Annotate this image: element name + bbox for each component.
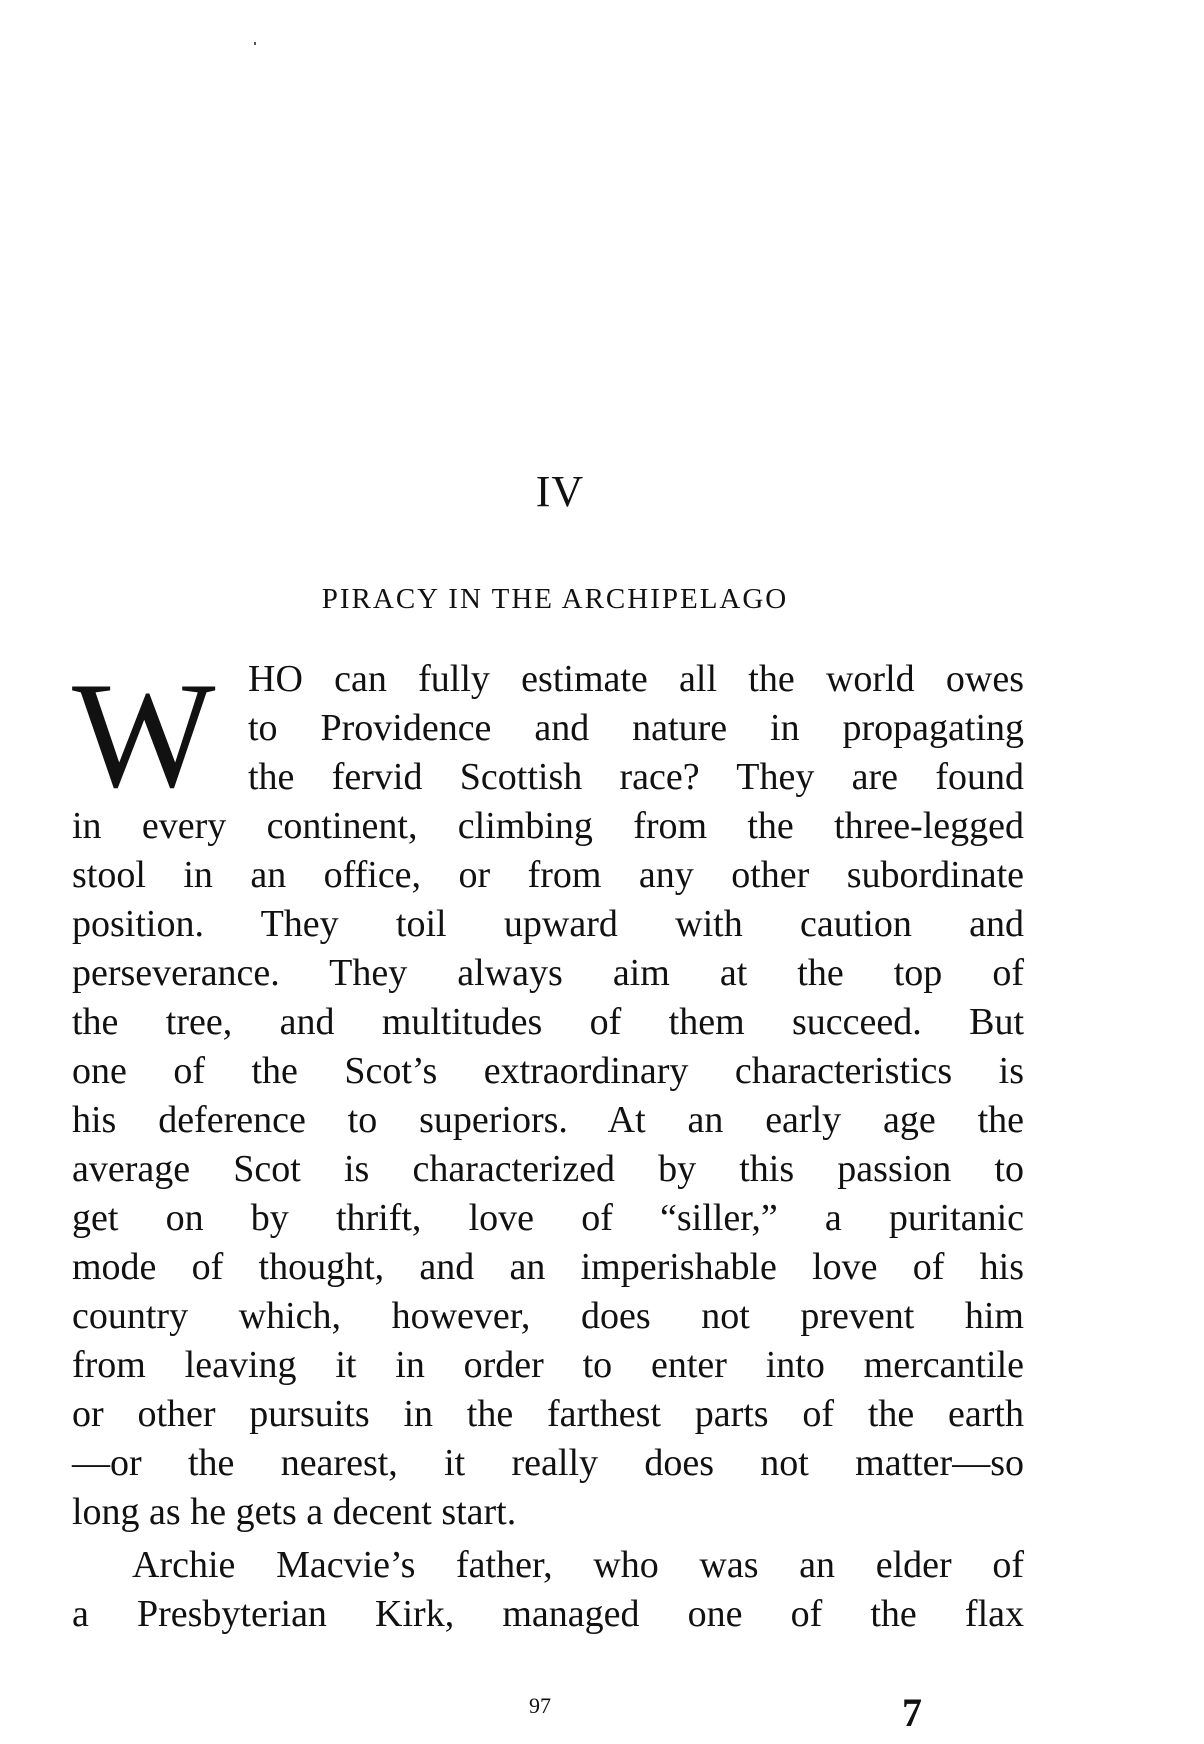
text-line: his deference to superiors. At an early age the xyxy=(72,1099,1024,1141)
drop-cap: W xyxy=(72,651,216,819)
text-line: HO can fully estimate all the world owes xyxy=(248,658,1024,700)
signature-mark: 7 xyxy=(902,1690,922,1735)
text-line: Archie Macvie’s father, who was an elder of xyxy=(132,1544,1024,1586)
text-line: —or the nearest, it really does not matter—so xyxy=(72,1442,1024,1484)
text-line: the tree, and multitudes of them succeed. But xyxy=(72,1001,1024,1043)
text-line: average Scot is characterized by this passion to xyxy=(72,1148,1024,1190)
text-line: one of the Scot’s extraordinary characteristics is xyxy=(72,1050,1024,1092)
text-line: stool in an office, or from any other subordinate xyxy=(72,854,1024,896)
text-line: mode of thought, and an imperishable love of his xyxy=(72,1246,1024,1288)
text-line: long as he gets a decent start. xyxy=(72,1491,517,1533)
text-line: or other pursuits in the farthest parts of the earth xyxy=(72,1393,1024,1435)
text-line: a Presbyterian Kirk, managed one of the flax xyxy=(72,1593,1024,1635)
text-line: position. They toil upward with caution and xyxy=(72,903,1024,945)
paper-speck xyxy=(254,42,256,45)
text-line: from leaving it in order to enter into mercantile xyxy=(72,1344,1024,1386)
text-line: the fervid Scottish race? They are found xyxy=(248,756,1024,798)
paragraph-2 xyxy=(72,1541,1024,1639)
chapter-body xyxy=(72,651,1024,1639)
chapter-number: IV xyxy=(535,467,585,516)
chapter-title: PIRACY IN THE ARCHIPELAGO xyxy=(321,583,789,615)
page-number: 97 xyxy=(529,1693,551,1718)
text-line: get on by thrift, love of “siller,” a puritanic xyxy=(72,1197,1024,1239)
paragraph-1 xyxy=(72,651,1024,1537)
text-line: to Providence and nature in propagating xyxy=(248,707,1024,749)
text-line: in every continent, climbing from the three-legged xyxy=(72,805,1024,847)
text-line: country which, however, does not prevent him xyxy=(72,1295,1024,1337)
text-line: perseverance. They always aim at the top of xyxy=(72,952,1024,994)
